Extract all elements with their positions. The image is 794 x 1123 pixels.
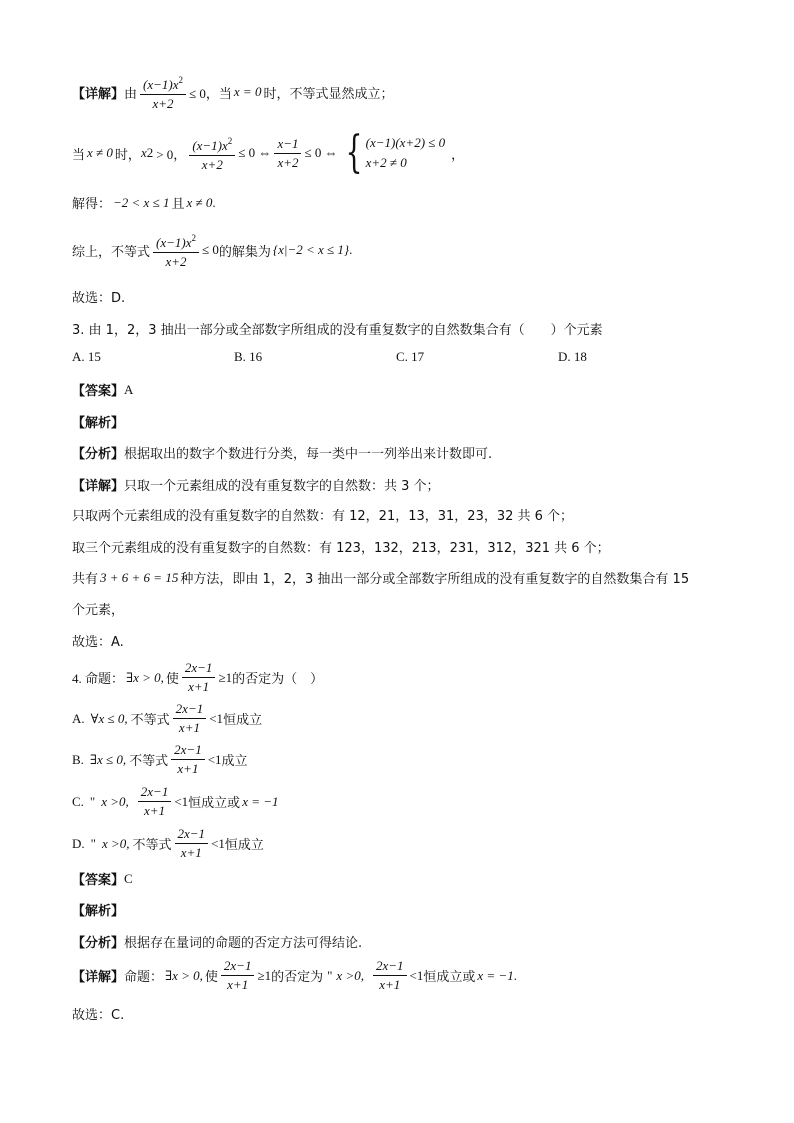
option-b: B. ∃x ≤ 0, 不等式 $\frac{2x-1}{x+1}$ <1 成立 <box>72 742 248 776</box>
option-d: D. 18 <box>558 349 587 364</box>
answer-line: 【答案】 A <box>72 381 134 399</box>
detail-line-3: 解得： −2 < x ≤ 1 且 x ≠ 0 . <box>72 194 216 212</box>
fraction: $\frac{(x-1)x^2}{x+2}$ <box>153 230 199 270</box>
choice-line: 故选：C. <box>72 1008 125 1023</box>
fraction: $\frac{2x-1}{x+1}$ <box>221 958 255 993</box>
option-c: C. " x >0, $\frac{2x-1}{x+1}$ <1 恒成立或 x = −1 <box>72 784 279 818</box>
option-b: B. 16 <box>234 349 263 364</box>
jiexi-tag: 【解析】 <box>72 904 125 919</box>
option-d: D. " x >0, 不等式 $\frac{2x-1}{x+1}$ <1 恒成立 <box>72 826 264 860</box>
detail-tag: 【详解】 <box>72 86 125 102</box>
question-3-options <box>72 349 722 369</box>
detail-line: 只取两个元素组成的没有重复数字的自然数：有 12，21，13，31，23，32 共 6 个； <box>72 509 574 524</box>
detail-line-4: 综上，不等式 $\frac{(x-1)x^2}{x+2}$ ≤ 0 的解集为 {x|−2 < x ≤ 1} . <box>72 230 352 270</box>
detail-line: 共有 3 + 6 + 6 = 15 种方法，即由 1，2，3 抽出一部分或全部数字所组成的没有重复数字的自然数集合有 15 <box>72 569 690 587</box>
choice-line: 故选：D. <box>72 291 126 306</box>
detail-line: 个元素， <box>72 603 125 618</box>
fraction: $\frac{(x-1)x^2}{x+2}$ <box>189 133 235 173</box>
analysis-line: 【分析】 根据取出的数字个数进行分类，每一类中一一列举出来计数即可. <box>72 447 493 462</box>
fraction: $\frac{2x-1}{x+1}$ <box>182 660 216 695</box>
analysis-line: 【分析】 根据存在量词的命题的否定方法可得结论. <box>72 936 363 951</box>
fraction: $\frac{x-1}{x+2}$ <box>274 136 301 171</box>
detail-line: 【详解】 只取一个元素组成的没有重复数字的自然数：共 3 个； <box>72 479 440 494</box>
detail-line: 【详解】 命题： ∃x > 0, 使 $\frac{2x-1}{x+1}$ ≥1 的否定为 " x >0, $\frac{2x-1}{x+1}$ <1 恒成立或 x = −1 . <box>72 958 517 992</box>
fraction: $\frac{2x-1}{x+1}$ <box>373 958 407 993</box>
fraction: $\frac{2x-1}{x+1}$ <box>138 784 172 819</box>
question-4-stem: 4. 命题： ∃x > 0, 使 $\frac{2x-1}{x+1}$ ≥1 的否定为（ ） <box>72 660 324 694</box>
option-a: A. 15 <box>72 349 101 364</box>
choice-line: 故选：A. <box>72 635 124 650</box>
detail-line-2: 当 x ≠ 0 时， x 2 > 0， $\frac{(x-1)x^2}{x+2}$ ≤ 0 ⇔ $\frac{x-1}{x+2}$ ≤ 0 ⇔ { (x−1)(x+2) ≤ 0 x+2 ≠ 0 ， <box>72 127 465 178</box>
fraction: $\frac{2x-1}{x+1}$ <box>173 701 207 736</box>
option-a: A. ∀x ≤ 0, 不等式 $\frac{2x-1}{x+1}$ <1 恒成立 <box>72 701 263 735</box>
fraction: $\frac{2x-1}{x+1}$ <box>171 742 205 777</box>
jiexi-tag: 【解析】 <box>72 416 125 431</box>
detail-line-1: 【详解】 由 $\frac{(x-1)x^2}{x+2}$ ≤ 0，当 x = 0 时，不等式显然成立； <box>72 72 393 112</box>
fraction: $\frac{(x-1)x^2}{x+2}$ <box>140 72 186 112</box>
answer-line: 【答案】 C <box>72 870 133 888</box>
question-3-stem: 3. 由 1，2，3 抽出一部分或全部数字所组成的没有重复数字的自然数集合有（ ）个元素 <box>72 323 603 338</box>
fraction: $\frac{2x-1}{x+1}$ <box>175 826 209 861</box>
detail-line: 取三个元素组成的没有重复数字的自然数：有 123，132，213，231，312，321 共 6 个； <box>72 541 610 556</box>
option-c: C. 17 <box>396 349 425 364</box>
equation-system: { (x−1)(x+2) ≤ 0 x+2 ≠ 0 <box>345 127 446 178</box>
